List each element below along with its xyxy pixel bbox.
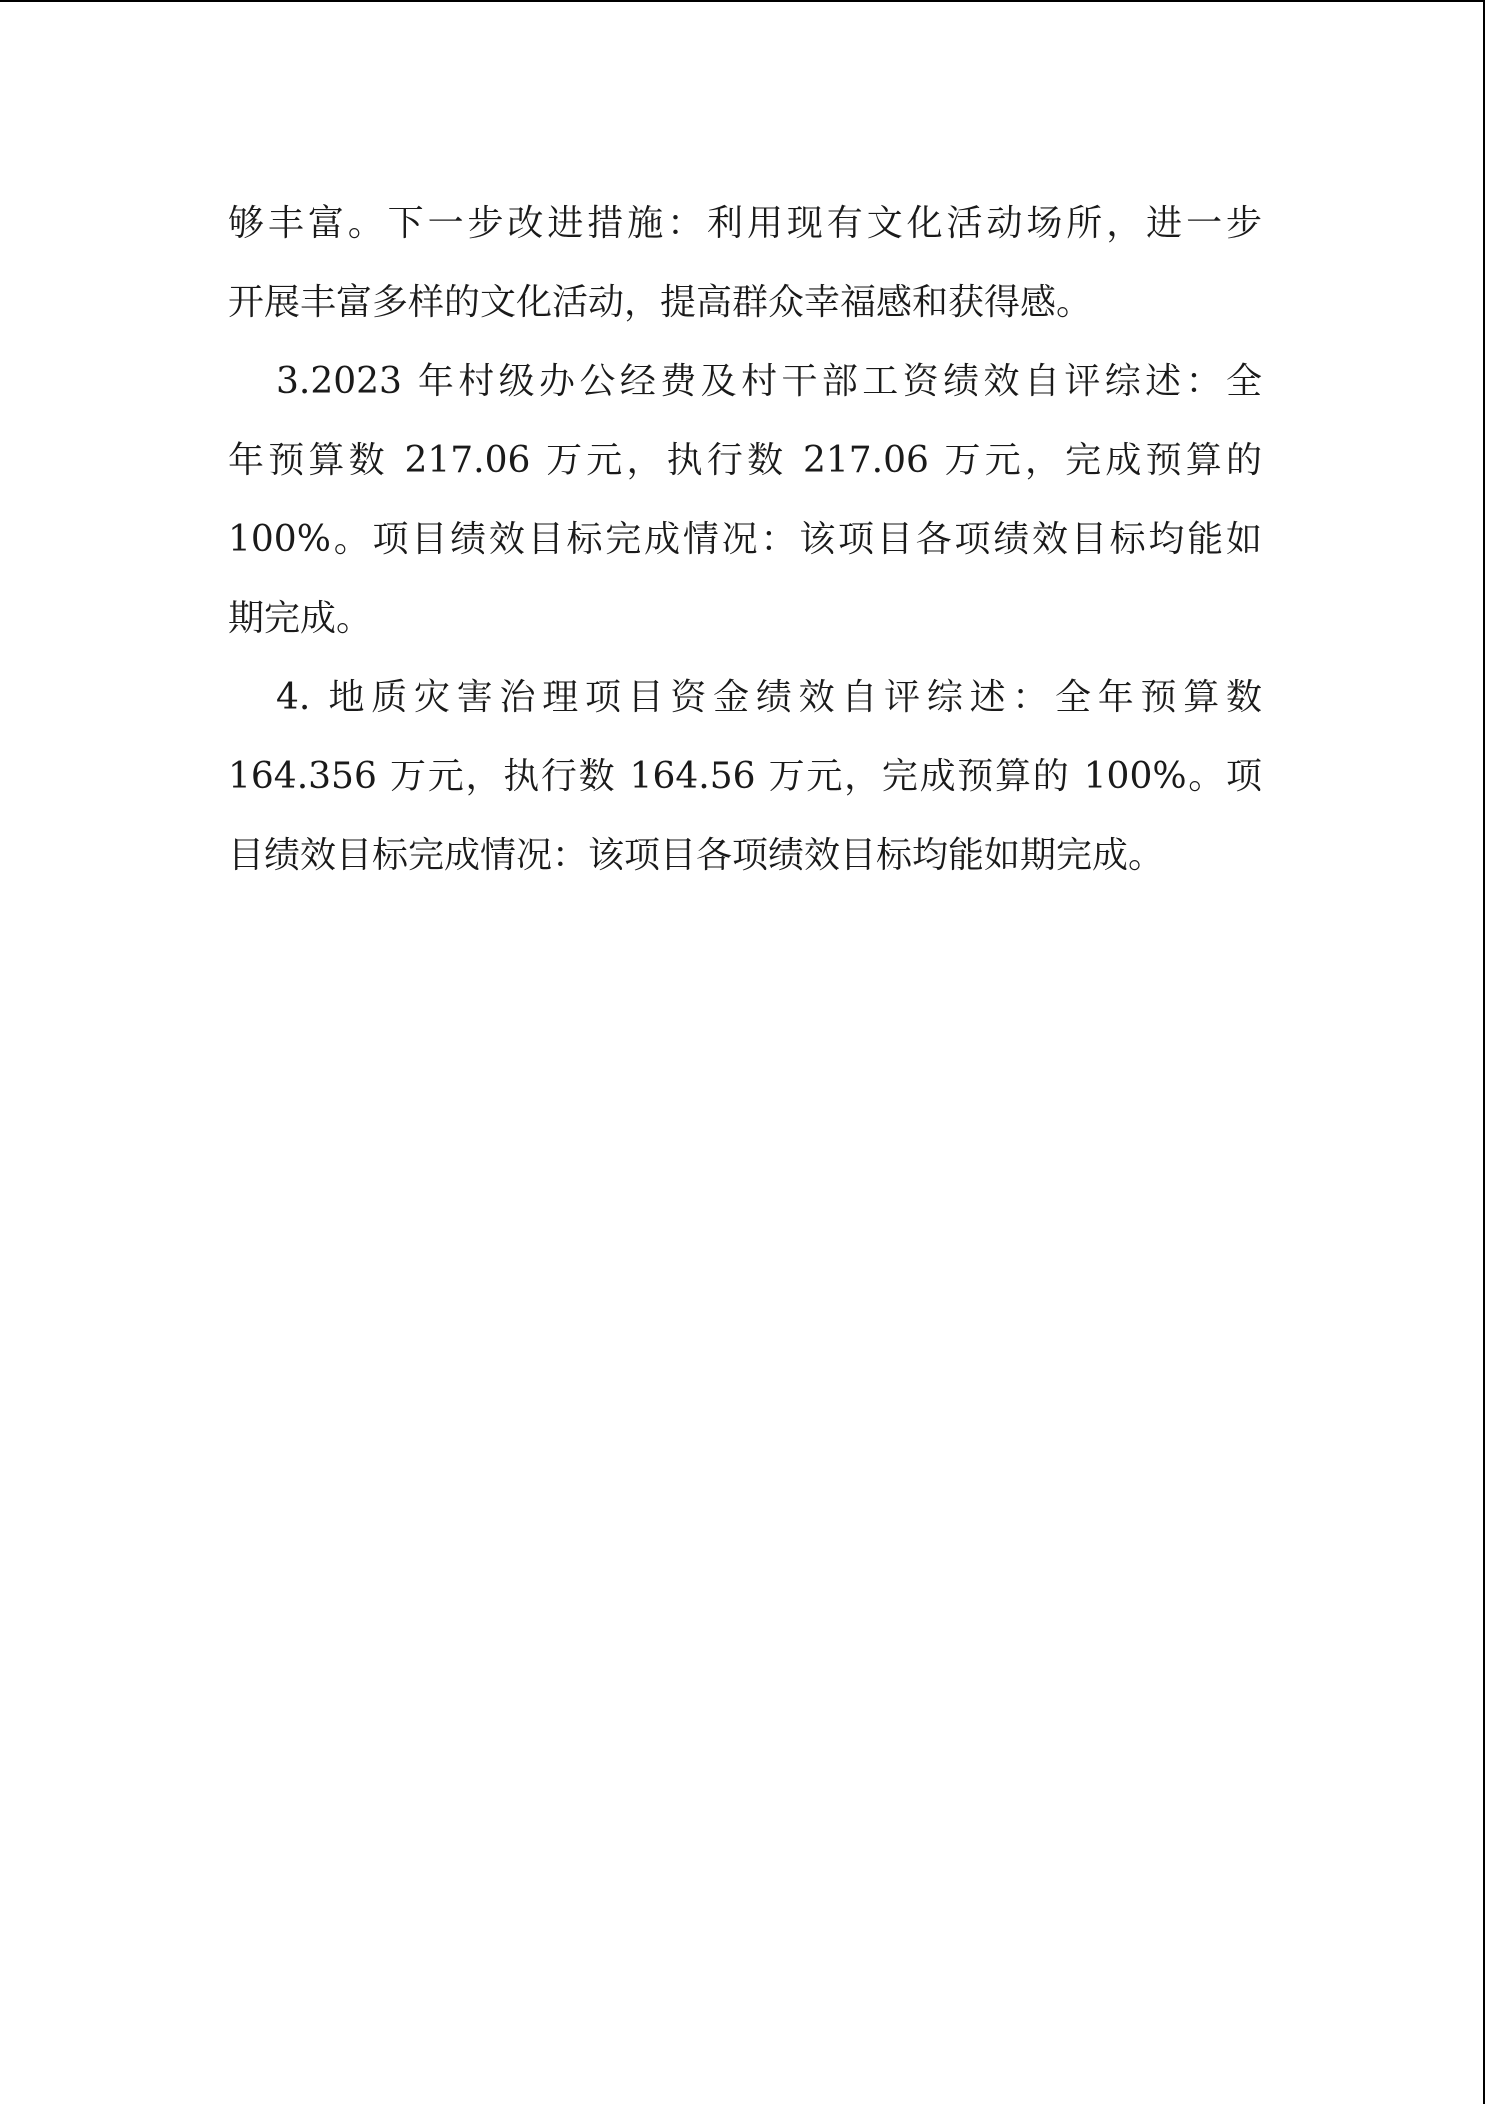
text-line: 目绩效目标完成情况：该项目各项绩效目标均能如期完成。 <box>228 835 1165 876</box>
text-line: 开展丰富多样的文化活动，提高群众幸福感和获得感。 <box>228 282 1093 323</box>
paragraph-village-office-funding <box>228 342 1262 658</box>
text-line: 100%。项目绩效目标完成情况：该项目各项绩效目标均能如 <box>228 519 1262 560</box>
text-line: 年预算数 217.06 万元，执行数 217.06 万元，完成预算的 <box>228 440 1262 481</box>
text-line: 164.356 万元，执行数 164.56 万元，完成预算的 100%。项 <box>228 756 1262 797</box>
text-line: 期完成。 <box>228 598 373 639</box>
paragraph-geological-disaster-funding <box>228 658 1262 895</box>
text-line: 够丰富。下一步改进措施：利用现有文化活动场所，进一步 <box>228 203 1262 244</box>
paragraph-culture-improvement <box>228 184 1262 342</box>
text-line: 4. 地质灾害治理项目资金绩效自评综述：全年预算数 <box>276 677 1262 718</box>
document-body <box>228 184 1262 895</box>
text-line: 3.2023 年村级办公经费及村干部工资绩效自评综述：全 <box>276 361 1262 402</box>
